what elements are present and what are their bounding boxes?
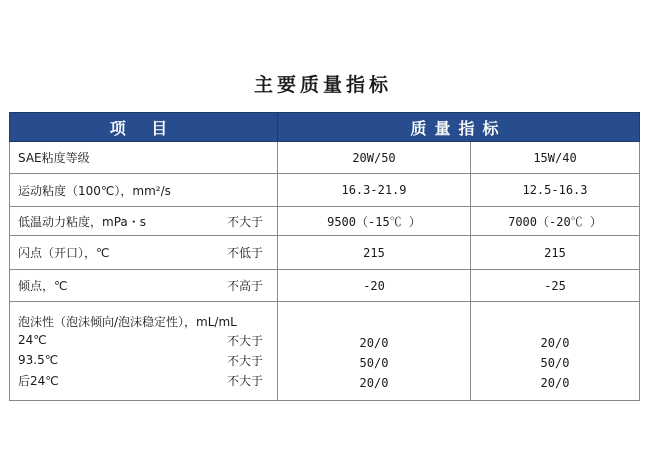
- table-row: [10, 174, 640, 207]
- foam-value: 20/0: [359, 376, 389, 390]
- row-condition: 不大于: [226, 214, 263, 229]
- value-grade-b: 215: [471, 236, 640, 270]
- row-label-text: 倾点，℃: [18, 279, 68, 293]
- table-row: [10, 270, 640, 302]
- row-label: [10, 236, 278, 270]
- foam-label-cell: [10, 302, 278, 401]
- page-title: 主要质量指标: [253, 74, 392, 96]
- foam-line: [18, 370, 277, 390]
- quality-spec-table: [9, 112, 640, 401]
- value-grade-b: -25: [471, 270, 640, 302]
- foam-temp: 93.5℃: [18, 353, 59, 367]
- table-row: [10, 142, 640, 174]
- foam-values-b: [471, 302, 640, 401]
- table-header-row: [10, 113, 640, 142]
- foam-label: 泡沫性（泡沫倾向/泡沫稳定性），mL/mL: [18, 315, 237, 329]
- foam-value: 50/0: [540, 356, 570, 370]
- value-grade-b: 7000（-20℃ ）: [471, 207, 640, 236]
- value-grade-a: 20W/50: [278, 142, 471, 174]
- row-condition: 不高于: [226, 279, 263, 293]
- row-label: [10, 174, 278, 207]
- table-row: [10, 236, 640, 270]
- foam-condition: 不大于: [226, 353, 263, 368]
- row-label-text: 低温动力粘度，mPa・s: [18, 214, 146, 229]
- foam-value: 50/0: [359, 356, 389, 370]
- table-row: [10, 207, 640, 236]
- row-label-text: 闪点（开口），℃: [18, 246, 110, 260]
- foam-value: 20/0: [359, 336, 389, 350]
- foam-value: 20/0: [540, 336, 570, 350]
- value-grade-a: 215: [278, 236, 471, 270]
- row-condition: 不低于: [226, 246, 263, 260]
- value-grade-b: 12.5-16.3: [471, 174, 640, 207]
- row-label: [10, 207, 278, 236]
- table-row-foam: [10, 302, 640, 401]
- row-label-text: SAE粘度等级: [18, 151, 90, 165]
- foam-condition: 不大于: [226, 333, 263, 348]
- value-grade-a: -20: [278, 270, 471, 302]
- foam-condition: 不大于: [226, 373, 263, 388]
- row-label: [10, 270, 278, 302]
- foam-values-a: [278, 302, 471, 401]
- row-label-text: 运动粘度（100℃），mm²/s: [18, 183, 171, 198]
- value-grade-b: 15W/40: [471, 142, 640, 174]
- foam-line: [18, 330, 277, 350]
- value-grade-a: 9500（-15℃ ）: [278, 207, 471, 236]
- value-grade-a: 16.3-21.9: [278, 174, 471, 207]
- foam-line: [18, 350, 277, 370]
- foam-temp: 后24℃: [18, 373, 59, 388]
- row-label: [10, 142, 278, 174]
- header-quality-index: 质量指标: [278, 113, 640, 142]
- foam-temp: 24℃: [18, 333, 47, 347]
- foam-value: 20/0: [540, 376, 570, 390]
- header-item: 项 目: [10, 113, 278, 142]
